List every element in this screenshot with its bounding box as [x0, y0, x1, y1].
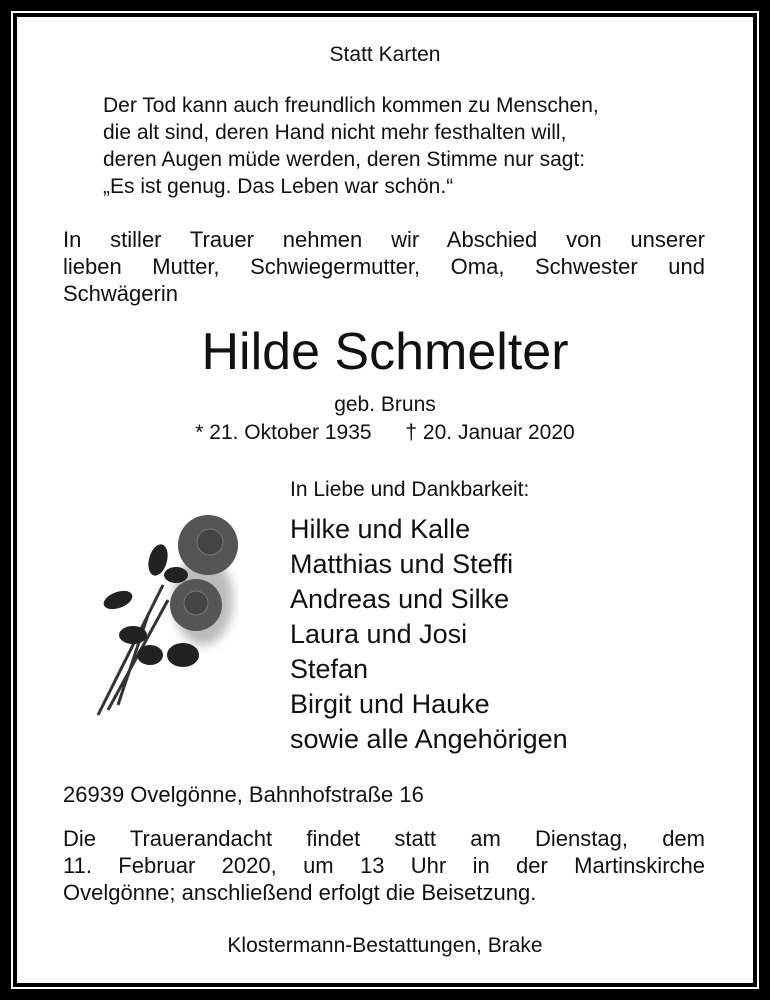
birth-date: * 21. Oktober 1935 — [195, 421, 372, 444]
intro-paragraph — [63, 226, 705, 307]
mourner: Laura und Josi — [290, 619, 468, 649]
service-paragraph — [63, 825, 705, 906]
intro-line: In stiller Trauer nehmen wir Abschied von unserer — [63, 227, 705, 252]
header: Statt Karten — [329, 43, 441, 66]
poem-line: Der Tod kann auch freundlich kommen zu Menschen, — [103, 94, 599, 117]
service-line: 11. Februar 2020, um 13 Uhr in der Martinskirche — [63, 853, 705, 878]
deceased-name: Hilde Schmelter — [201, 323, 569, 381]
poem-line: „Es ist genug. Das Leben war schön.“ — [103, 175, 454, 198]
poem — [103, 92, 599, 200]
mourner: Hilke und Kalle — [290, 514, 471, 544]
mourner: Matthias und Steffi — [290, 549, 514, 579]
service-line: Die Trauerandacht findet statt am Dienstag, dem — [63, 826, 705, 851]
poem-line: die alt sind, deren Hand nicht mehr festhalten will, — [103, 121, 567, 144]
rose-image — [88, 505, 258, 725]
mourners-list — [290, 512, 568, 757]
life-dates — [0, 421, 770, 445]
poem-line: deren Augen müde werden, deren Stimme nur sagt: — [103, 148, 586, 171]
mourner: sowie alle Angehörigen — [290, 724, 568, 754]
intro-line: Schwägerin — [63, 281, 178, 306]
undertaker: Klostermann-Bestattungen, Brake — [227, 934, 543, 957]
service-line: Ovelgönne; anschließend erfolgt die Beisetzung. — [63, 880, 537, 905]
address: 26939 Ovelgönne, Bahnhofstraße 16 — [63, 782, 424, 807]
death-date: † 20. Januar 2020 — [405, 421, 575, 444]
mourner: Andreas und Silke — [290, 584, 510, 614]
maiden-name: geb. Bruns — [334, 393, 436, 416]
mourner: Birgit und Hauke — [290, 689, 490, 719]
intro-line: lieben Mutter, Schwiegermutter, Oma, Schwester und — [63, 254, 705, 279]
mourners-intro: In Liebe und Dankbarkeit: — [290, 478, 530, 501]
mourner: Stefan — [290, 654, 369, 684]
